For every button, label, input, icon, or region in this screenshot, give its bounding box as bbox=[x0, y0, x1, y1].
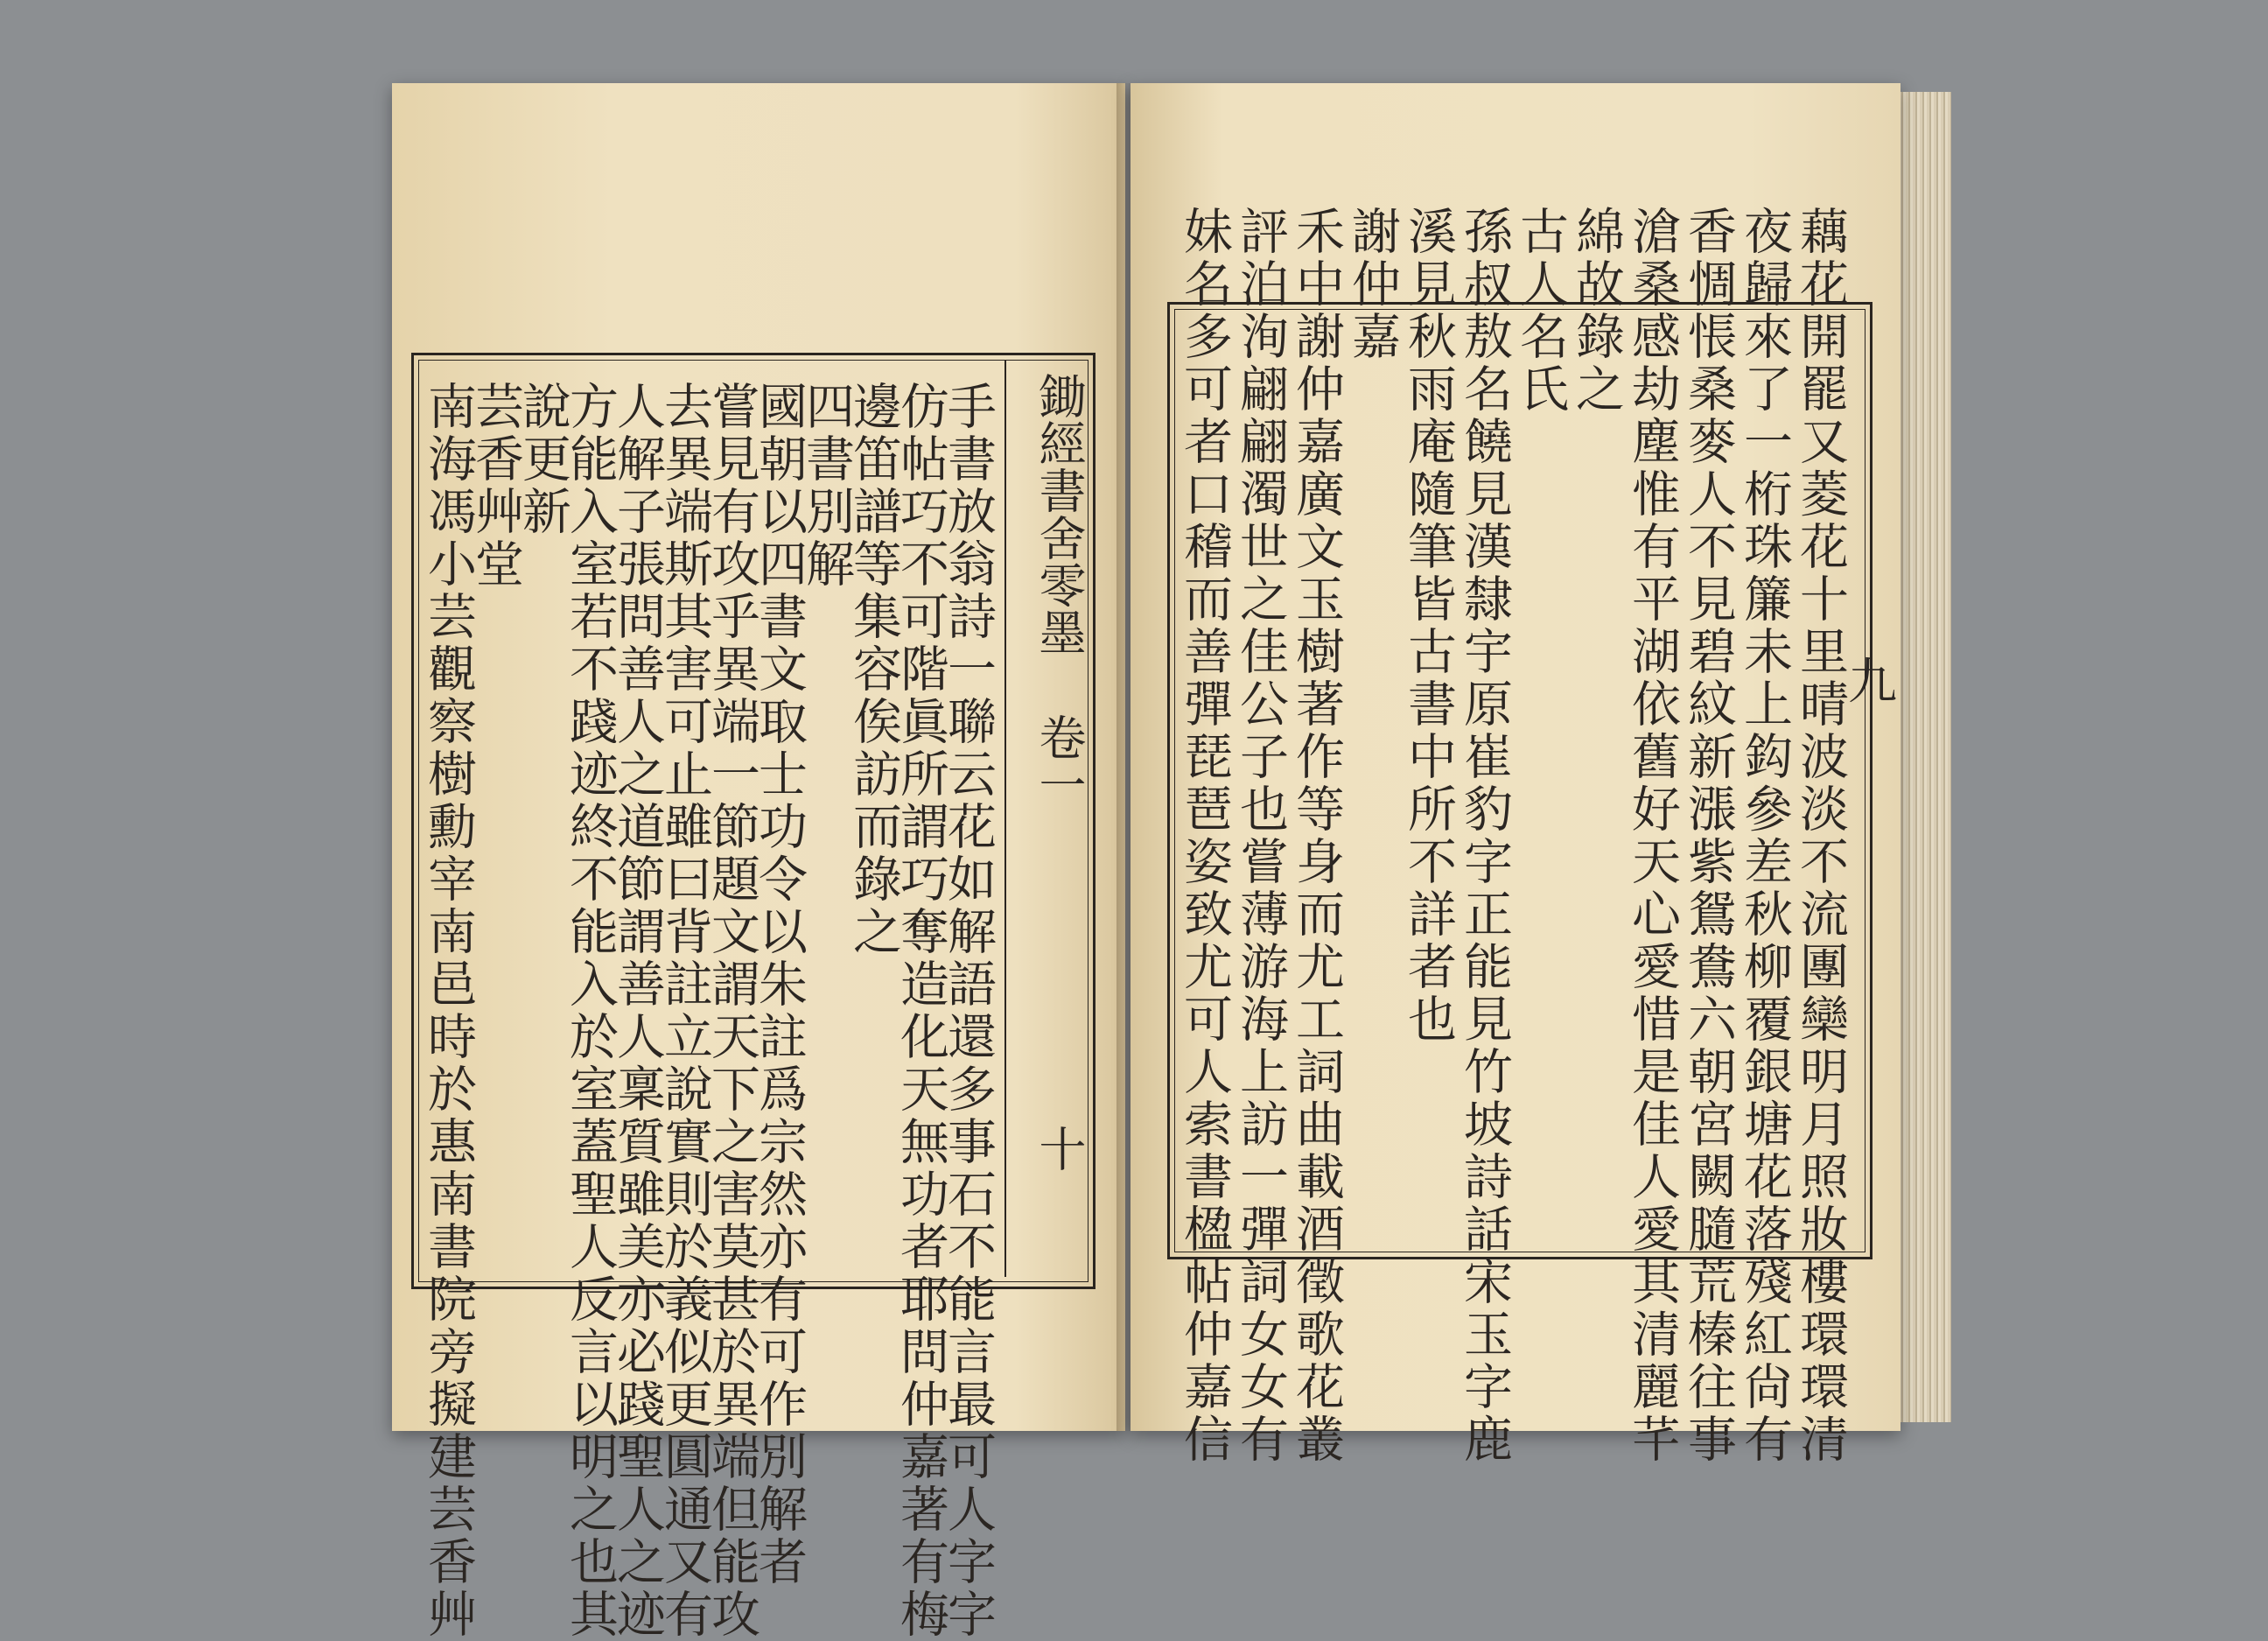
left-text-column: 芸香艸堂 bbox=[467, 381, 524, 591]
right-page bbox=[1130, 83, 1900, 1466]
left-text-column: 國朝以四書文取士功令以朱註爲宗然亦有可作別解者 bbox=[751, 381, 808, 1588]
right-text-column: 禾中謝仲嘉廣文玉樹著作等身而尤工詞曲載酒徵歌花叢 bbox=[1288, 206, 1345, 1466]
left-text-column: 四書別解 bbox=[798, 381, 855, 591]
open-book bbox=[385, 83, 1951, 1641]
right-text-column: 藕花開罷又菱花十里晴波淡不流團欒明月照妝樓環環清 bbox=[1792, 206, 1849, 1466]
left-page bbox=[392, 83, 1125, 1641]
left-text-column: 邊笛譜等集容俟訪而錄之 bbox=[845, 381, 902, 958]
right-text-column: 滄桑感劫塵惟有平湖依舊好天心愛惜是佳人愛其清麗芊 bbox=[1624, 206, 1681, 1466]
left-text-column: 人解子張問善人之道節謂善人稟質雖美亦必踐聖人之迹 bbox=[609, 381, 666, 1641]
left-text-column: 方能入室若不踐迹終不能入於室蓋聖人反言以明之也其 bbox=[562, 381, 619, 1641]
right-text-column: 香惆悵桑麥人不見碧紋新漲紫鴛鴦六朝宮闕膸荒榛往事 bbox=[1680, 206, 1737, 1466]
margin-title: 鋤經書舍零墨 bbox=[1032, 372, 1087, 656]
fore-edge bbox=[1899, 92, 1951, 1422]
right-text-column: 古人名氏 bbox=[1512, 206, 1569, 416]
right-text-column: 孫叔敖名饒見漢隸宇原崔豹字正能見竹坡詩話宋玉字鹿 bbox=[1456, 206, 1513, 1466]
margin-page-number: 十 bbox=[1032, 1125, 1087, 1172]
left-text-column: 去異端斯其害可止雖曰背註立說實則於義似更圓通又有 bbox=[656, 381, 713, 1641]
right-text-column: 溪見秋雨庵隨筆皆古書中所不詳者也 bbox=[1400, 206, 1457, 1046]
margin-divider bbox=[1004, 360, 1006, 1277]
right-text-column: 評泊洵翩翩濁世之佳公子也嘗薄游海上訪一彈詞女女有 bbox=[1232, 206, 1289, 1466]
right-text-column: 夜歸來了一桁珠簾未上鈎參差秋柳覆銀塘花落殘紅尙有 bbox=[1736, 206, 1793, 1466]
left-text-column: 嘗見有攻乎異端一節題文謂天下之害莫甚於異端但能攻 bbox=[704, 381, 760, 1641]
left-text-column: 手書放翁詩一聯云花如解語還多事石不能言最可人字字 bbox=[940, 381, 997, 1641]
right-text-column: 謝仲嘉 bbox=[1344, 206, 1401, 363]
left-text-column: 南海馮小芸觀察樹勳宰南邑時於惠南書院旁擬建芸香艸 bbox=[420, 381, 477, 1641]
fold-number: 九 bbox=[1848, 654, 1897, 711]
margin-volume: 卷一 bbox=[1032, 713, 1087, 808]
left-text-column: 說更新 bbox=[514, 381, 571, 538]
right-text-column: 妹名多可者口稽而善彈琵琶姿致尤可人索書楹帖仲嘉信 bbox=[1176, 206, 1233, 1466]
left-text-column: 仿帖巧不可階眞所謂巧奪造化天無功者耶問仲嘉著有梅 bbox=[892, 381, 949, 1641]
right-text-column: 綿故錄之 bbox=[1568, 206, 1625, 416]
